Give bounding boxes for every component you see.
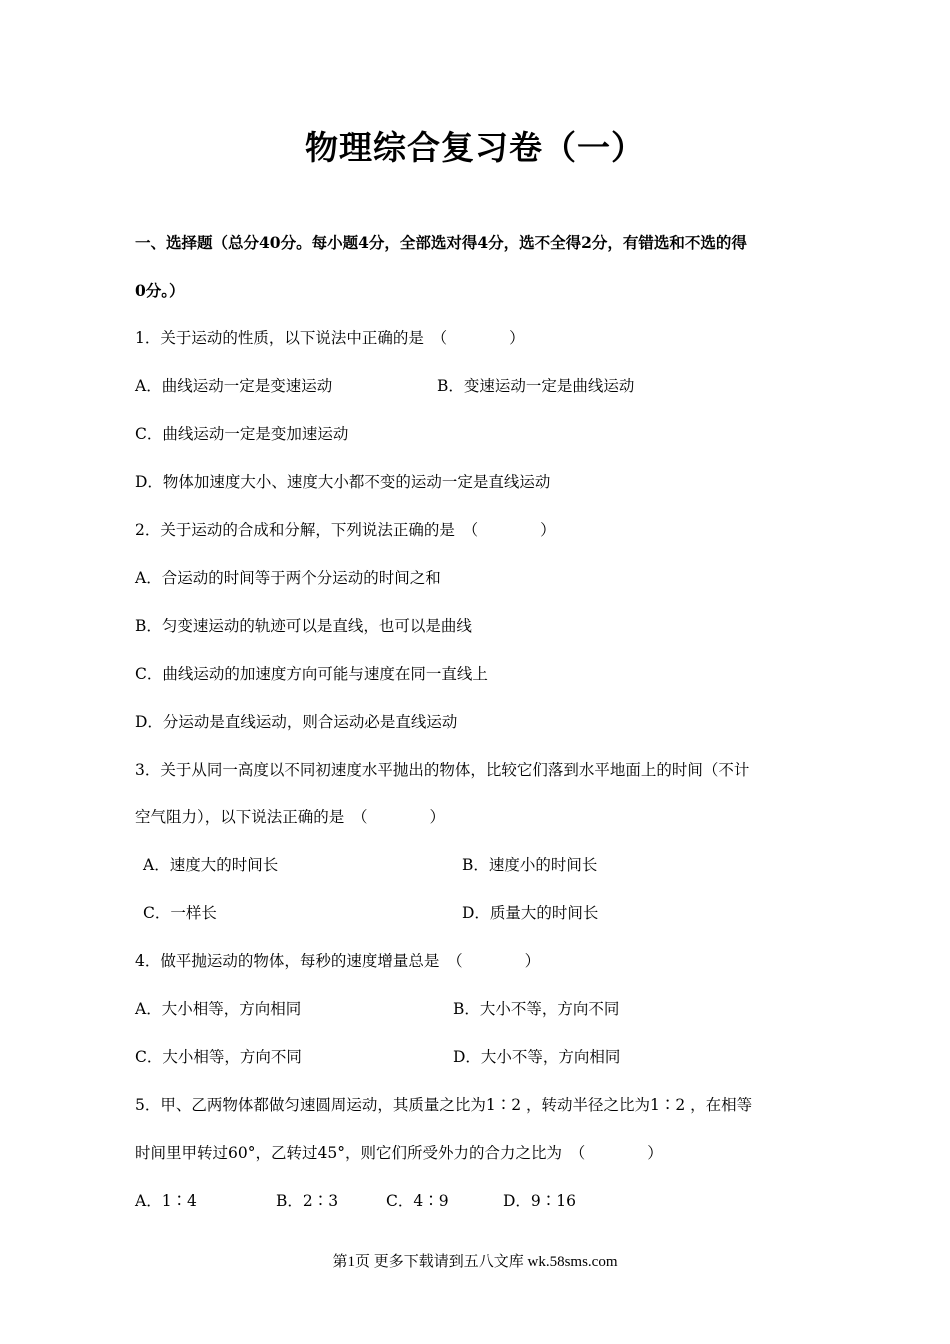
question-5-option-d: D．9∶16 [503,1192,577,1210]
question-3-stem-line-2: 空气阻力），以下说法正确的是 （ ） [135,808,446,826]
question-3-option-d: D．质量大的时间长 [462,904,599,922]
question-3-stem-line-1: 3．关于从同一高度以不同初速度水平抛出的物体，比较它们落到水平地面上的时间（不计 [135,761,750,779]
question-1-option-d: D．物体加速度大小、速度大小都不变的运动一定是直线运动 [135,473,551,491]
question-1-stem: 1．关于运动的性质，以下说法中正确的是 （ ） [135,329,525,347]
question-3-option-c: C．一样长 [143,904,217,922]
page-footer: 第1页 更多下载请到五八文库 wk.58sms.com [332,1254,618,1270]
section-heading-line-1: 一、选择题（总分40分。每小题4分，全部选对得4分，选不全得2分，有错选和不选的得 [135,233,747,252]
section-heading-line-2: 0分。） [135,281,185,300]
question-5-stem-line-1: 5．甲、乙两物体都做匀速圆周运动，其质量之比为1∶2 ，转动半径之比为1∶2 ，在相等 [135,1096,753,1114]
question-5-option-b: B．2∶3 [276,1192,339,1210]
question-4-option-c: C．大小相等，方向不同 [135,1048,302,1066]
question-4-option-d: D．大小不等，方向相同 [453,1048,621,1066]
question-3-option-b: B．速度小的时间长 [462,856,598,874]
question-4-option-b: B．大小不等，方向不同 [453,1000,620,1018]
question-1-option-a: A．曲线运动一定是变速运动 [135,377,333,395]
question-2-option-c: C．曲线运动的加速度方向可能与速度在同一直线上 [135,665,488,683]
question-5-option-c: C．4∶9 [386,1192,449,1210]
question-1-option-b: B．变速运动一定是曲线运动 [437,377,635,395]
question-1-option-c: C．曲线运动一定是变加速运动 [135,425,349,443]
question-2-option-a: A．合运动的时间等于两个分运动的时间之和 [135,569,441,587]
question-2-option-b: B．匀变速运动的轨迹可以是直线，也可以是曲线 [135,617,472,635]
question-2-option-d: D．分运动是直线运动，则合运动必是直线运动 [135,713,458,731]
page-title: 物理综合复习卷（一） [305,128,645,167]
question-5-stem-line-2: 时间里甲转过60°，乙转过45°，则它们所受外力的合力之比为 （ ） [135,1144,663,1162]
question-3-option-a: A．速度大的时间长 [143,856,279,874]
question-4-option-a: A．大小相等，方向相同 [135,1000,302,1018]
question-4-stem: 4．做平抛运动的物体，每秒的速度增量总是 （ ） [135,952,541,970]
question-5-option-a: A．1∶4 [135,1192,197,1210]
question-2-stem: 2．关于运动的合成和分解，下列说法正确的是 （ ） [135,521,556,539]
